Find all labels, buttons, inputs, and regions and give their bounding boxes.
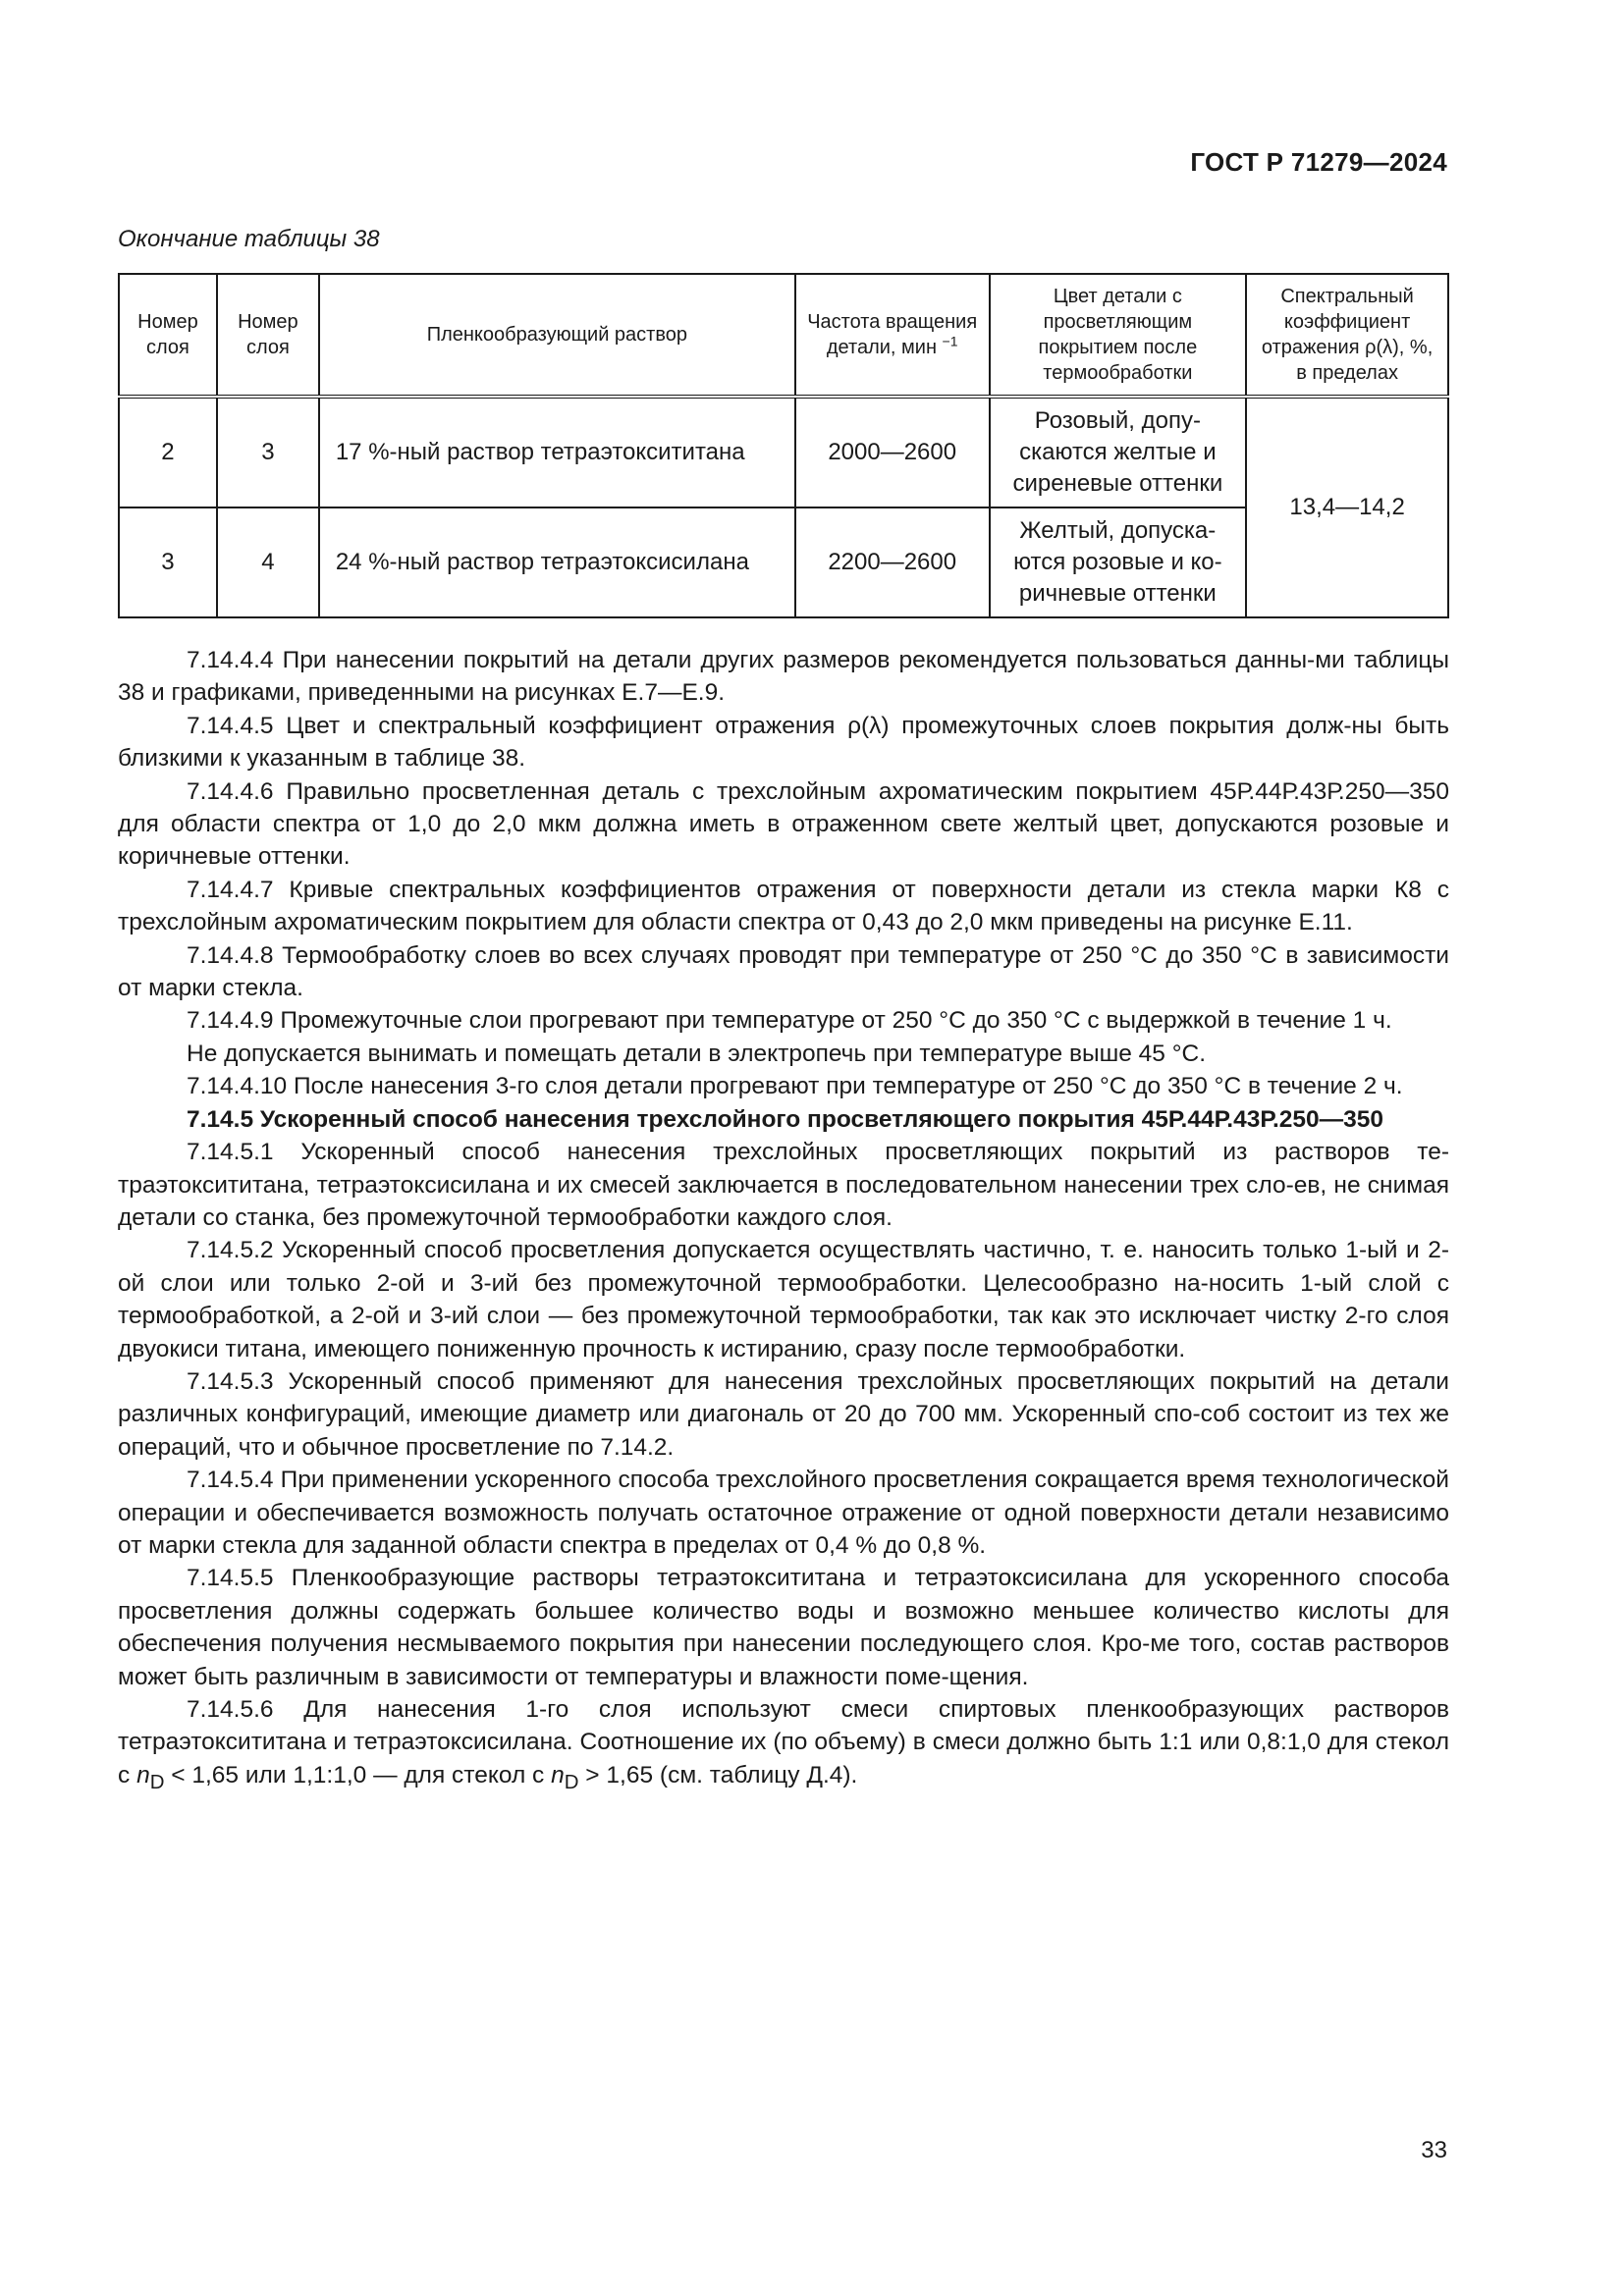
header-part-color: Цвет детали с просветляющим покрытием после термообработки [990,274,1247,397]
header-solution: Пленкообразующий раствор [319,274,795,397]
paragraph-7-14-5-3: 7.14.5.3 Ускоренный способ применяют для нанесения трехслойных просветляющих покрытий на детали различных конфигураций, имеющие диаметр или диагональ от 20 до 700 мм. Ускоренный спо-соб состоит из тех же операций, что и обычное просветление по 7.14.2. [118,1367,1449,1461]
paragraph-7-14-4-8: 7.14.4.8 Термообработку слоев во всех случаях проводят при температуре от 250 °С до 350 °С в зависимости от марки стекла. [118,941,1449,1002]
refractive-index-symbol: n [136,1761,150,1789]
header-rotation-speed-exponent: −1 [942,333,958,349]
table-38-end [118,273,1449,618]
cell-part-color: Розовый, допу-скаются желтые и сиреневые оттенки [990,397,1247,507]
table-row [119,397,1448,507]
cell-part-color: Желтый, допуска-ются розовые и ко-ричневые оттенки [990,507,1247,617]
cell-layer-number: 2 [119,397,217,507]
page-number: 33 [1421,2137,1447,2163]
paragraph-7-14-5-4: 7.14.5.4 При применении ускоренного способа трехслойного просветления сокращается время технологической операции и обеспечивается возможность получать остаточное отражение от одной поверхности детали независимо от марки стекла для заданной области спектра в пределах от 0,4 % до 0,8 %. [118,1467,1449,1559]
cell-reflection-coefficient: 13,4—14,2 [1246,397,1448,617]
header-rotation-speed [795,274,990,397]
paragraph-7-14-4-9: 7.14.4.9 Промежуточные слои прогревают при температуре от 250 °С до 350 °С с выдержкой в течение 1 ч. [187,1007,1392,1035]
header-layer-number-2: Номер слоя [217,274,319,397]
paragraph-7-14-4-7: 7.14.4.7 Кривые спектральных коэффициентов отражения от поверхности детали из стекла марки К8 с трехслойным ахроматическим покрытием для области спектра от 0,43 до 2,0 мкм приведены на рисунке Е.11. [118,876,1449,936]
cell-layer-number: 3 [119,507,217,617]
cell-rotation-speed: 2200—2600 [795,507,990,617]
paragraph-7-14-5-5: 7.14.5.5 Пленкообразующие растворы тетраэтоксититана и тетраэтоксисилана для ускоренного способа просветления должны содержать большее количество воды и возможно меньшее количество кислоты для обеспечения получения несмываемого покрытия при нанесении последующего слоя. Кро-ме того, состав растворов может быть различным в зависимости от температуры и влажности поме-щения. [118,1565,1449,1690]
cell-rotation-speed: 2000—2600 [795,397,990,507]
cell-layer-number-2: 4 [217,507,319,617]
paragraph-7-14-5-6-part2: < 1,65 или 1,1:1,0 — для стекол с [164,1761,552,1789]
cell-solution: 17 %-ный раствор тетраэтоксититана [319,397,795,507]
paragraph-7-14-5-1: 7.14.5.1 Ускоренный способ нанесения трехслойных просветляющих покрытий из растворов те-траэтоксититана, тетраэтоксисилана и их смесей заключается в последовательном нанесении трех сло-ев, не снимая детали со станка, без промежуточной термообработки каждого слоя. [118,1139,1449,1231]
paragraph-7-14-5-6 [118,1693,1449,1799]
refractive-index-subscript: D [149,1771,165,1793]
refractive-index-symbol: n [551,1761,565,1789]
document-code: ГОСТ Р 71279—2024 [1190,147,1447,177]
paragraph-7-14-4-5: 7.14.4.5 Цвет и спектральный коэффициент отражения ρ(λ) промежуточных слоев покрытия долж-ны быть близкими к указанным в таблице 38. [118,712,1449,773]
paragraph-7-14-4-4: 7.14.4.4 При нанесении покрытий на детали других размеров рекомендуется пользоваться данны-ми таблицы 38 и графиками, приведенными на рисунках Е.7—Е.9. [118,647,1449,707]
paragraph-7-14-4-6: 7.14.4.6 Правильно просветленная деталь с трехслойным ахроматическим покрытием 45Р.44Р.43Р.250—350 для области спектра от 1,0 до 2,0 мкм должна иметь в отраженном свете желтый цвет, допускаются розовые и коричневые оттенки. [118,777,1449,871]
cell-solution: 24 %-ный раствор тетраэтоксисилана [319,507,795,617]
body-text [118,644,1449,1799]
cell-layer-number-2: 3 [217,397,319,507]
paragraph-7-14-5-2: 7.14.5.2 Ускоренный способ просветления допускается осуществлять частично, т. е. наносить только 1-ый и 2-ой слои или только 2-ой и 3-ий без промежуточной термообработки. Целесообразно на-носить 1-ый слой с термообработкой, а 2-ой и 3-ий слои — без промежуточной термообработки, так как это исключает чистку 2-го слоя двуокиси титана, имеющего пониженную прочность к истиранию, сразу после термообработки. [118,1237,1449,1362]
section-heading-7-14-5: 7.14.5 Ускоренный способ нанесения трехслойного просветляющего покрытия 45Р.44Р.43Р.250—350 [187,1105,1384,1133]
paragraph-7-14-4-10: 7.14.4.10 После нанесения 3-го слоя детали прогревают при температуре от 250 °С до 350 °С в течение 2 ч. [187,1073,1403,1100]
paragraph-7-14-5-6-part1: 7.14.5.6 Для нанесения 1-го слоя используют смеси спиртовых пленкообразующих растворов тетраэтоксититана и тетраэтоксисилана. Соотношение их (по объему) в смеси должно быть 1:1 или 0,8:1,0 для стекол с [118,1696,1449,1789]
header-reflection-coefficient: Спектральный коэффициент отражения ρ(λ), %, в пределах [1246,274,1448,397]
refractive-index-subscript: D [564,1771,579,1793]
header-layer-number: Номер слоя [119,274,217,397]
header-rotation-speed-text: Частота вращения детали, мин [807,311,978,358]
table-caption: Окончание таблицы 38 [118,226,380,252]
paragraph-note: Не допускается вынимать и помещать детали в электропечь при температуре выше 45 °С. [187,1040,1207,1067]
table-header-row [119,274,1448,397]
paragraph-7-14-5-6-part3: > 1,65 (см. таблицу Д.4). [578,1761,858,1789]
